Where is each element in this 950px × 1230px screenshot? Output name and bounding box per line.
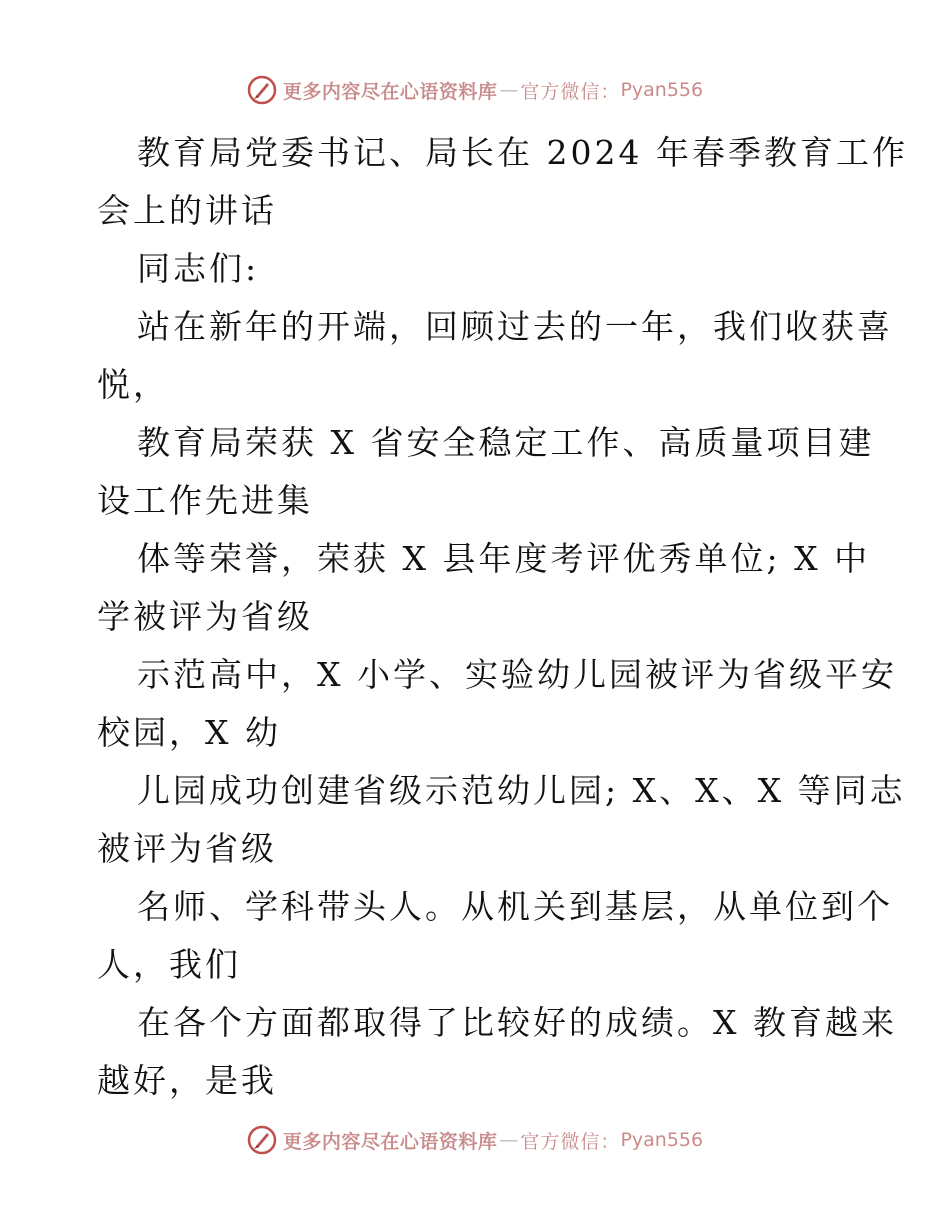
text-line: 校园，X 幼 (97, 713, 281, 752)
text-line: 在各个方面都取得了比较好的成绩。X 教育越来 (137, 1003, 897, 1042)
watermark-wechat-id: Pyan556 (620, 79, 704, 101)
text-line: 人，我们 (97, 945, 241, 984)
text-line: 教育局党委书记、局长在 2024 年春季教育工作 (137, 133, 908, 172)
watermark-text: 更多内容尽在心语资料库 (282, 80, 498, 103)
watermark-dash: — (499, 79, 519, 101)
text-line: 体等荣誉，荣获 X 县年度考评优秀单位; X 中 (137, 539, 871, 578)
footer-watermark (0, 1122, 950, 1158)
watermark-dash: — (499, 1129, 519, 1151)
quill-pen-icon (247, 1125, 277, 1155)
text-line: 示范高中，X 小学、实验幼儿园被评为省级平安 (137, 655, 897, 694)
watermark-wechat-label: 官方微信： (520, 80, 621, 103)
text-line: 站在新年的开端，回顾过去的一年，我们收获喜 (137, 307, 893, 346)
text-line: 越好，是我 (97, 1061, 277, 1100)
text-line: 教育局荣获 X 省安全稳定工作、高质量项目建 (137, 423, 875, 462)
text-line: 悦， (97, 365, 169, 404)
text-line: 会上的讲话 (97, 191, 277, 230)
text-line: 学被评为省级 (97, 597, 313, 636)
watermark-wechat-id: Pyan556 (620, 1129, 704, 1151)
text-line: 设工作先进集 (97, 481, 313, 520)
document-body (97, 124, 908, 1110)
quill-pen-icon (247, 75, 277, 105)
text-line: 名师、学科带头人。从机关到基层，从单位到个 (137, 887, 893, 926)
text-line: 同志们: (137, 249, 260, 288)
watermark-wechat-label: 官方微信： (520, 1130, 621, 1153)
header-watermark (0, 72, 950, 108)
text-line: 被评为省级 (97, 829, 277, 868)
text-line: 儿园成功创建省级示范幼儿园; X、X、X 等同志 (137, 771, 906, 810)
watermark-text: 更多内容尽在心语资料库 (282, 1130, 498, 1153)
